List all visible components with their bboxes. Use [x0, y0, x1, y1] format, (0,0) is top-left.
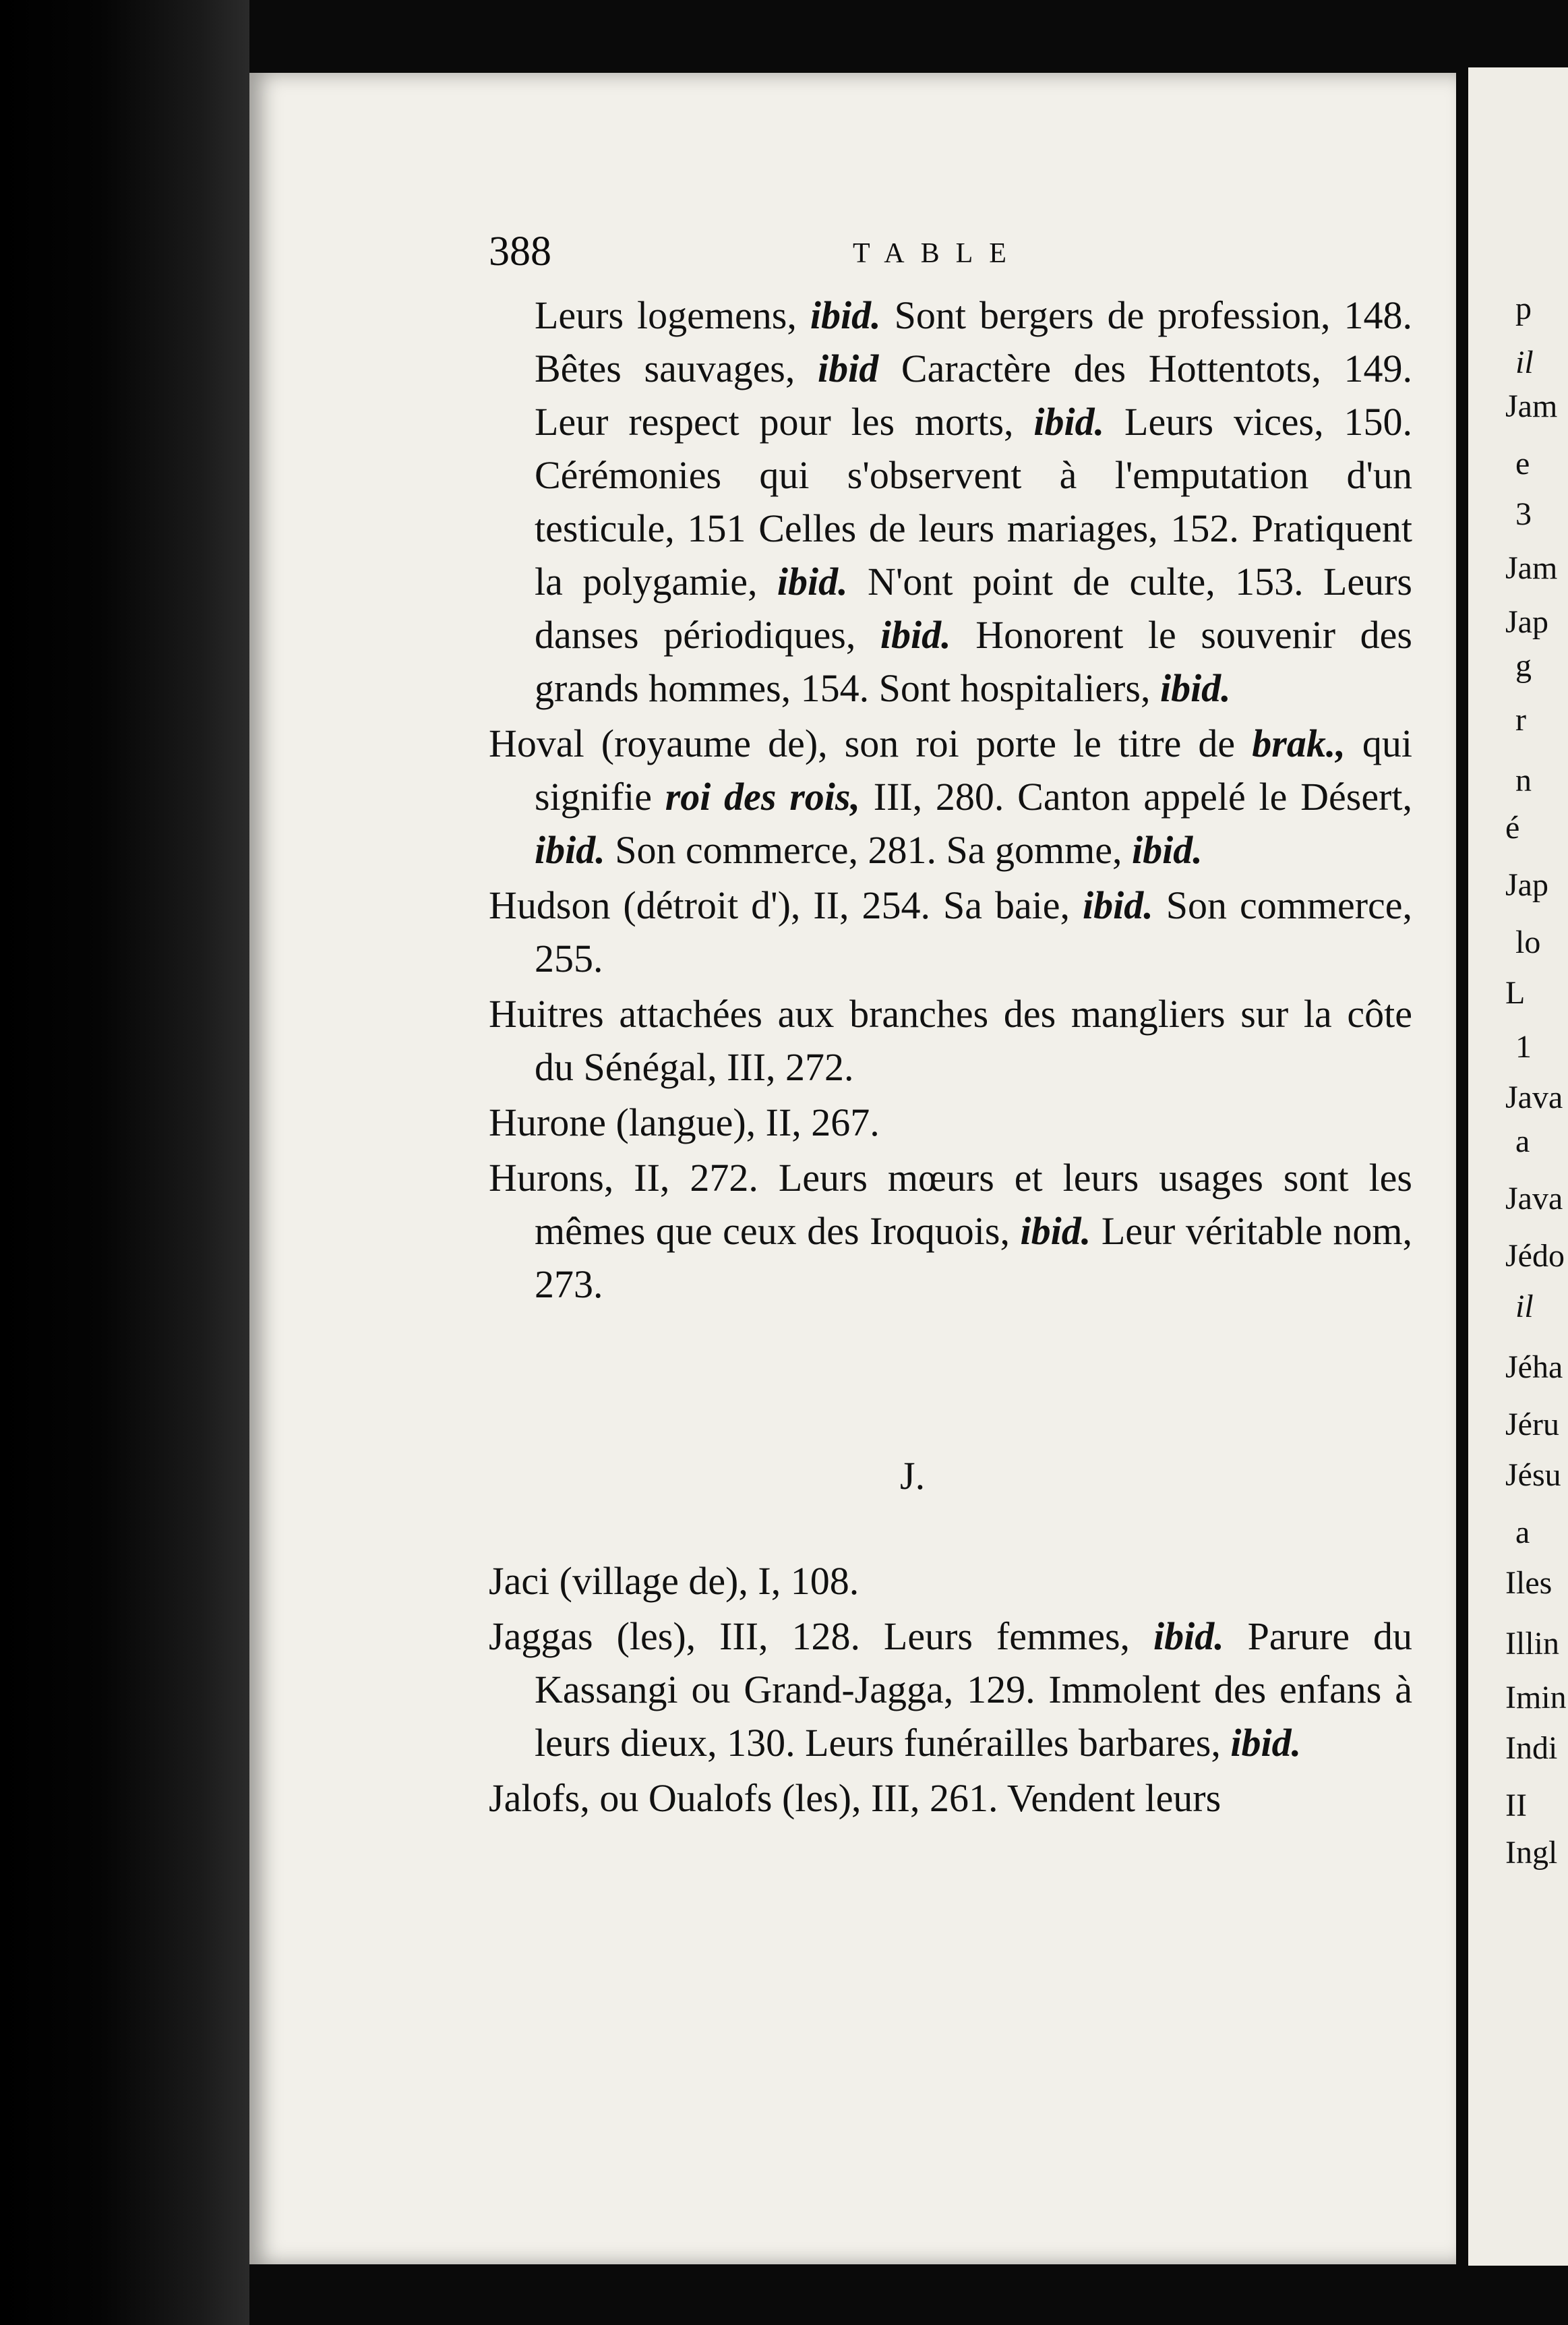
index-entry	[489, 1610, 1412, 1769]
entry-text: Huitres attachées aux branches des mangliers sur la côte du Sénégal, III, 272.	[489, 992, 1412, 1089]
entry-text: Leur véritable nom, 273.	[535, 1209, 1412, 1306]
italic-reference: ibid.	[1230, 1721, 1302, 1765]
facing-page-fragment: Illin	[1505, 1626, 1559, 1661]
italic-reference: ibid.	[1020, 1209, 1091, 1253]
entry-text: qui signifie	[535, 722, 1413, 819]
italic-reference: ibid.	[1159, 666, 1231, 710]
facing-page-fragment: Jap	[1505, 604, 1548, 640]
facing-page-fragment: Jéru	[1505, 1407, 1559, 1442]
italic-reference: roi des rois,	[665, 775, 860, 819]
entry-text: Jaci (village de), I, 108.	[489, 1559, 860, 1603]
index-entry	[489, 1096, 1412, 1149]
italic-reference: ibid.	[1153, 1614, 1224, 1658]
facing-page-fragment: Indi	[1505, 1730, 1558, 1766]
facing-page-fragment: il	[1515, 345, 1534, 380]
entry-text: Jaggas (les), III, 128. Leurs femmes,	[489, 1614, 1153, 1658]
page-gutter	[1456, 67, 1468, 2272]
entry-text: Sont bergers de profession, 148. Bêtes sauvages,	[535, 293, 1412, 390]
italic-reference: ibid.	[1131, 828, 1203, 872]
entry-text: Son commerce, 255.	[535, 883, 1412, 980]
facing-page-fragment: il	[1515, 1289, 1534, 1324]
facing-page-fragment: é	[1505, 810, 1520, 846]
entry-text: N'ont point de culte, 153. Leurs danses périodiques,	[535, 560, 1412, 657]
facing-page-fragment: Jéha	[1505, 1349, 1563, 1385]
entry-text: Hurone (langue), II, 267.	[489, 1100, 880, 1144]
index-entry	[489, 879, 1412, 985]
facing-page-fragment: Imin	[1505, 1680, 1567, 1715]
facing-page-fragment: 3	[1515, 496, 1532, 532]
italic-reference: ibid.	[810, 293, 881, 337]
book-binding-shadow	[0, 0, 249, 2325]
entry-text: Son commerce, 281. Sa gomme,	[605, 828, 1132, 872]
index-entry	[489, 1554, 1412, 1608]
italic-reference: brak.,	[1252, 722, 1346, 765]
facing-page-fragment: Jésu	[1505, 1457, 1561, 1493]
facing-page-fragment: p	[1515, 291, 1532, 326]
facing-page-fragment: Jédo	[1505, 1238, 1565, 1274]
index-entries-h	[489, 289, 1412, 1313]
facing-page-fragment: Iles	[1505, 1565, 1552, 1601]
italic-reference: ibid.	[1083, 883, 1153, 927]
italic-reference: ibid	[818, 347, 879, 390]
entry-text: Hoval (royaume de), son roi porte le titre de	[489, 722, 1253, 765]
facing-page-fragment: 1	[1515, 1029, 1532, 1065]
facing-page-fragment: e	[1515, 446, 1530, 481]
entry-text: Leurs logemens,	[535, 293, 810, 337]
entry-text: Jalofs, ou Oualofs (les), III, 261. Vendent leurs	[489, 1776, 1222, 1820]
index-entry	[489, 1151, 1412, 1311]
page-header	[489, 228, 1433, 289]
entry-text: Hudson (détroit d'), II, 254. Sa baie,	[489, 883, 1083, 927]
facing-page-fragment: Java	[1505, 1080, 1563, 1115]
entry-text: Leurs vices, 150. Cérémonies qui s'observent à l'emputation d'un testicule, 151 Celles de leurs mariages, 152. Pratiquent la polygamie,	[535, 400, 1412, 604]
facing-page-fragment: Jam	[1505, 550, 1558, 586]
section-letter-j: J.	[900, 1454, 926, 1498]
facing-page-fragment: Jam	[1505, 388, 1558, 424]
facing-page-fragment: r	[1515, 702, 1526, 738]
facing-page-fragment: a	[1515, 1123, 1530, 1159]
entry-text: III, 280. Canton appelé le Désert,	[860, 775, 1412, 819]
running-title: TABLE	[853, 238, 1023, 269]
entry-text: Caractère des Hottentots, 149. Leur respect pour les morts,	[535, 347, 1413, 444]
page-number: 388	[489, 229, 551, 274]
facing-page-edge	[1468, 67, 1568, 2266]
facing-page-fragment: Java	[1505, 1181, 1563, 1216]
facing-page-fragment: a	[1515, 1514, 1530, 1550]
facing-page-fragment: g	[1515, 648, 1532, 684]
index-entries-j	[489, 1554, 1412, 1827]
facing-page-fragment: L	[1505, 975, 1526, 1011]
entry-text: Parure du Kassangi ou Grand-Jagga, 129. Immolent des enfans à leurs dieux, 130. Leurs funérailles barbares,	[535, 1614, 1412, 1765]
index-entry	[489, 987, 1412, 1094]
index-entry	[489, 289, 1412, 715]
index-entry	[489, 1771, 1412, 1825]
italic-reference: ibid.	[777, 560, 848, 604]
facing-page-fragment: n	[1515, 763, 1532, 798]
facing-page-fragment: II	[1505, 1788, 1527, 1823]
facing-page-fragment: Jap	[1505, 867, 1548, 903]
facing-page-fragment: Ingl	[1505, 1835, 1558, 1871]
entry-text: Hurons, II, 272. Leurs mœurs et leurs usages sont les mêmes que ceux des Iroquois,	[489, 1156, 1412, 1253]
index-entry	[489, 717, 1412, 877]
italic-reference: ibid.	[880, 613, 951, 657]
italic-reference: ibid.	[1033, 400, 1105, 444]
entry-text: Honorent le souvenir des grands hommes, 154. Sont hospitaliers,	[535, 613, 1412, 710]
facing-page-fragment: lo	[1515, 924, 1541, 960]
italic-reference: ibid.	[535, 828, 605, 872]
